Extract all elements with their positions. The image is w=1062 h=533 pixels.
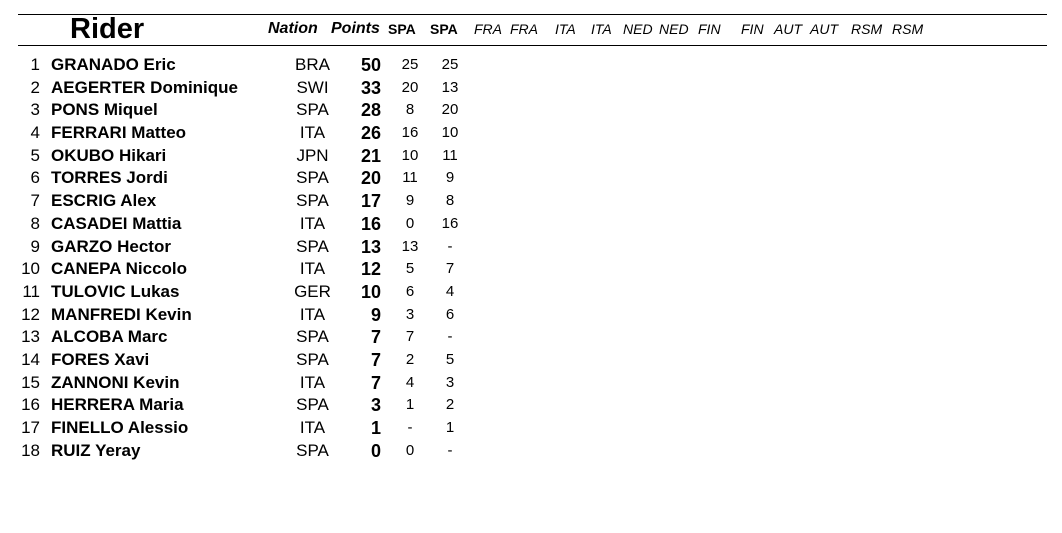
race-2-points: - — [447, 237, 453, 255]
race-2-points: - — [447, 328, 453, 346]
race-header: RSM — [892, 21, 924, 37]
points-column-header: Points — [331, 20, 380, 37]
race-1-points: 2 — [405, 350, 415, 368]
race-2-points: 3 — [445, 373, 455, 391]
rider-points: 7 — [370, 372, 381, 393]
rider-points: 26 — [360, 123, 381, 144]
rider-nation: SPA — [296, 236, 329, 256]
rider-points: 0 — [370, 440, 381, 461]
rider-nation: SPA — [296, 349, 329, 369]
rider-position: 15 — [21, 372, 40, 392]
table-row — [0, 99, 1062, 122]
rider-nation: SPA — [296, 327, 329, 347]
race-1-points: - — [407, 419, 413, 436]
race-2-points: 16 — [441, 214, 459, 232]
race-1-points: 5 — [405, 260, 415, 278]
race-1-points: 25 — [401, 56, 419, 73]
rider-nation: SPA — [296, 168, 329, 188]
rider-nation: ITA — [299, 123, 326, 143]
race-2-points: 25 — [441, 56, 459, 73]
race-1-points: 6 — [405, 282, 415, 300]
rider-position: 14 — [21, 349, 40, 369]
table-row — [0, 54, 1062, 77]
standings-table — [0, 54, 1062, 462]
race-header: FRA — [474, 21, 502, 37]
race-header: ITA — [591, 21, 612, 37]
rider-points: 16 — [360, 213, 381, 234]
rider-position: 2 — [30, 77, 40, 97]
rider-nation: SPA — [296, 191, 329, 211]
rider-points: 12 — [360, 259, 381, 280]
rider-name: CASADEI Mattia — [51, 213, 182, 233]
race-1-points: 8 — [405, 101, 415, 119]
table-row — [0, 326, 1062, 349]
rider-position: 9 — [30, 236, 40, 256]
rider-points: 21 — [360, 145, 381, 166]
rider-nation: JPN — [296, 145, 329, 165]
race-2-points: 10 — [441, 124, 459, 142]
rider-name: ZANNONI Kevin — [51, 372, 180, 392]
rider-nation: SPA — [296, 100, 329, 120]
race-1-points: 13 — [401, 237, 419, 255]
race-1-points: 4 — [405, 373, 415, 391]
rider-name: ALCOBA Marc — [51, 327, 168, 347]
race-1-points: 7 — [405, 328, 415, 346]
race-header: NED — [623, 21, 653, 37]
race-header: NED — [659, 21, 689, 37]
table-row — [0, 440, 1062, 463]
rider-nation: SPA — [296, 440, 329, 460]
race-header: ITA — [555, 21, 576, 37]
rider-position: 4 — [30, 123, 40, 143]
race-2-points: - — [447, 441, 453, 459]
rider-points: 1 — [370, 418, 381, 438]
rider-nation: ITA — [299, 213, 326, 233]
rider-name: AEGERTER Dominique — [51, 77, 239, 97]
rider-points: 7 — [370, 349, 381, 370]
race-header: SPA — [430, 21, 458, 37]
rider-points: 28 — [360, 100, 381, 121]
rider-name: CANEPA Niccolo — [51, 259, 188, 279]
table-row — [0, 167, 1062, 190]
rider-position: 6 — [30, 168, 40, 188]
rider-points: 50 — [360, 55, 381, 75]
rider-name: TULOVIC Lukas — [51, 281, 180, 301]
rider-name: TORRES Jordi — [51, 168, 168, 188]
table-row — [0, 304, 1062, 327]
table-row — [0, 77, 1062, 100]
rider-name: FERRARI Matteo — [51, 123, 187, 143]
race-1-points: 10 — [401, 146, 419, 164]
race-header: FRA — [510, 21, 538, 37]
race-2-points: 6 — [445, 305, 455, 323]
rider-nation: GER — [294, 281, 331, 301]
rider-name: RUIZ Yeray — [51, 440, 141, 460]
rider-position: 11 — [22, 281, 40, 301]
rider-nation: SPA — [296, 395, 329, 415]
rider-nation: BRA — [295, 55, 330, 74]
race-2-points: 20 — [441, 101, 459, 119]
rider-name: GRANADO Eric — [51, 55, 176, 74]
race-header: AUT — [810, 21, 838, 37]
rider-position: 1 — [30, 55, 40, 74]
race-header: AUT — [774, 21, 802, 37]
rider-name: PONS Miquel — [51, 100, 158, 120]
rider-points: 9 — [370, 304, 381, 325]
race-2-points: 11 — [442, 146, 458, 164]
rider-position: 12 — [21, 304, 40, 324]
rider-position: 17 — [21, 418, 40, 437]
table-row — [0, 281, 1062, 304]
header-bottom-rule — [18, 45, 1047, 46]
table-row — [0, 190, 1062, 213]
rider-position: 13 — [21, 327, 40, 347]
race-header: FIN — [698, 21, 721, 37]
race-2-points: 8 — [445, 192, 455, 210]
table-row — [0, 122, 1062, 145]
race-2-points: 13 — [441, 78, 459, 96]
rider-position: 18 — [21, 440, 40, 460]
rider-position: 7 — [30, 191, 40, 211]
race-2-points: 5 — [445, 350, 455, 368]
rider-position: 8 — [30, 213, 40, 233]
table-row — [0, 258, 1062, 281]
table-row — [0, 372, 1062, 395]
rider-points: 17 — [360, 191, 381, 212]
rider-position: 10 — [21, 259, 40, 279]
race-2-points: 2 — [445, 396, 455, 414]
rider-name: OKUBO Hikari — [51, 145, 167, 165]
rider-nation: ITA — [299, 304, 326, 324]
rider-points: 20 — [360, 168, 381, 189]
race-header: SPA — [388, 21, 416, 37]
rider-name: ESCRIG Alex — [51, 191, 157, 211]
rider-position: 5 — [30, 145, 40, 165]
table-row — [0, 213, 1062, 236]
rider-name: FINELLO Alessio — [51, 418, 189, 437]
rider-points: 3 — [370, 395, 381, 416]
race-2-points: 7 — [445, 260, 455, 278]
rider-nation: ITA — [299, 372, 326, 392]
table-row — [0, 236, 1062, 259]
rider-points: 33 — [360, 77, 381, 98]
table-row — [0, 394, 1062, 417]
race-2-points: 1 — [445, 419, 455, 436]
race-1-points: 16 — [401, 124, 419, 142]
race-1-points: 0 — [405, 441, 415, 459]
race-2-points: 4 — [445, 282, 455, 300]
rider-position: 16 — [21, 395, 40, 415]
rider-name: MANFREDI Kevin — [51, 304, 192, 324]
race-header: RSM — [851, 21, 883, 37]
table-row — [0, 417, 1062, 440]
race-1-points: 9 — [405, 192, 415, 210]
rider-name: FORES Xavi — [51, 349, 150, 369]
rider-nation: SWI — [296, 77, 329, 97]
nation-column-header: Nation — [268, 20, 318, 37]
table-row — [0, 145, 1062, 168]
rider-column-header: Rider — [70, 13, 145, 45]
rider-points: 13 — [360, 236, 381, 257]
race-1-points: 20 — [401, 78, 419, 96]
header-top-rule — [18, 14, 1047, 15]
rider-nation: ITA — [299, 259, 326, 279]
race-header: FIN — [741, 21, 764, 37]
rider-name: GARZO Hector — [51, 236, 171, 256]
table-row — [0, 349, 1062, 372]
race-1-points: 11 — [402, 169, 418, 187]
rider-points: 10 — [360, 281, 381, 302]
rider-nation: ITA — [299, 418, 326, 437]
rider-position: 3 — [30, 100, 40, 120]
race-1-points: 1 — [405, 396, 415, 414]
race-2-points: 9 — [445, 169, 455, 187]
rider-points: 7 — [370, 327, 381, 348]
race-1-points: 0 — [405, 214, 415, 232]
rider-name: HERRERA Maria — [51, 395, 184, 415]
race-1-points: 3 — [405, 305, 415, 323]
